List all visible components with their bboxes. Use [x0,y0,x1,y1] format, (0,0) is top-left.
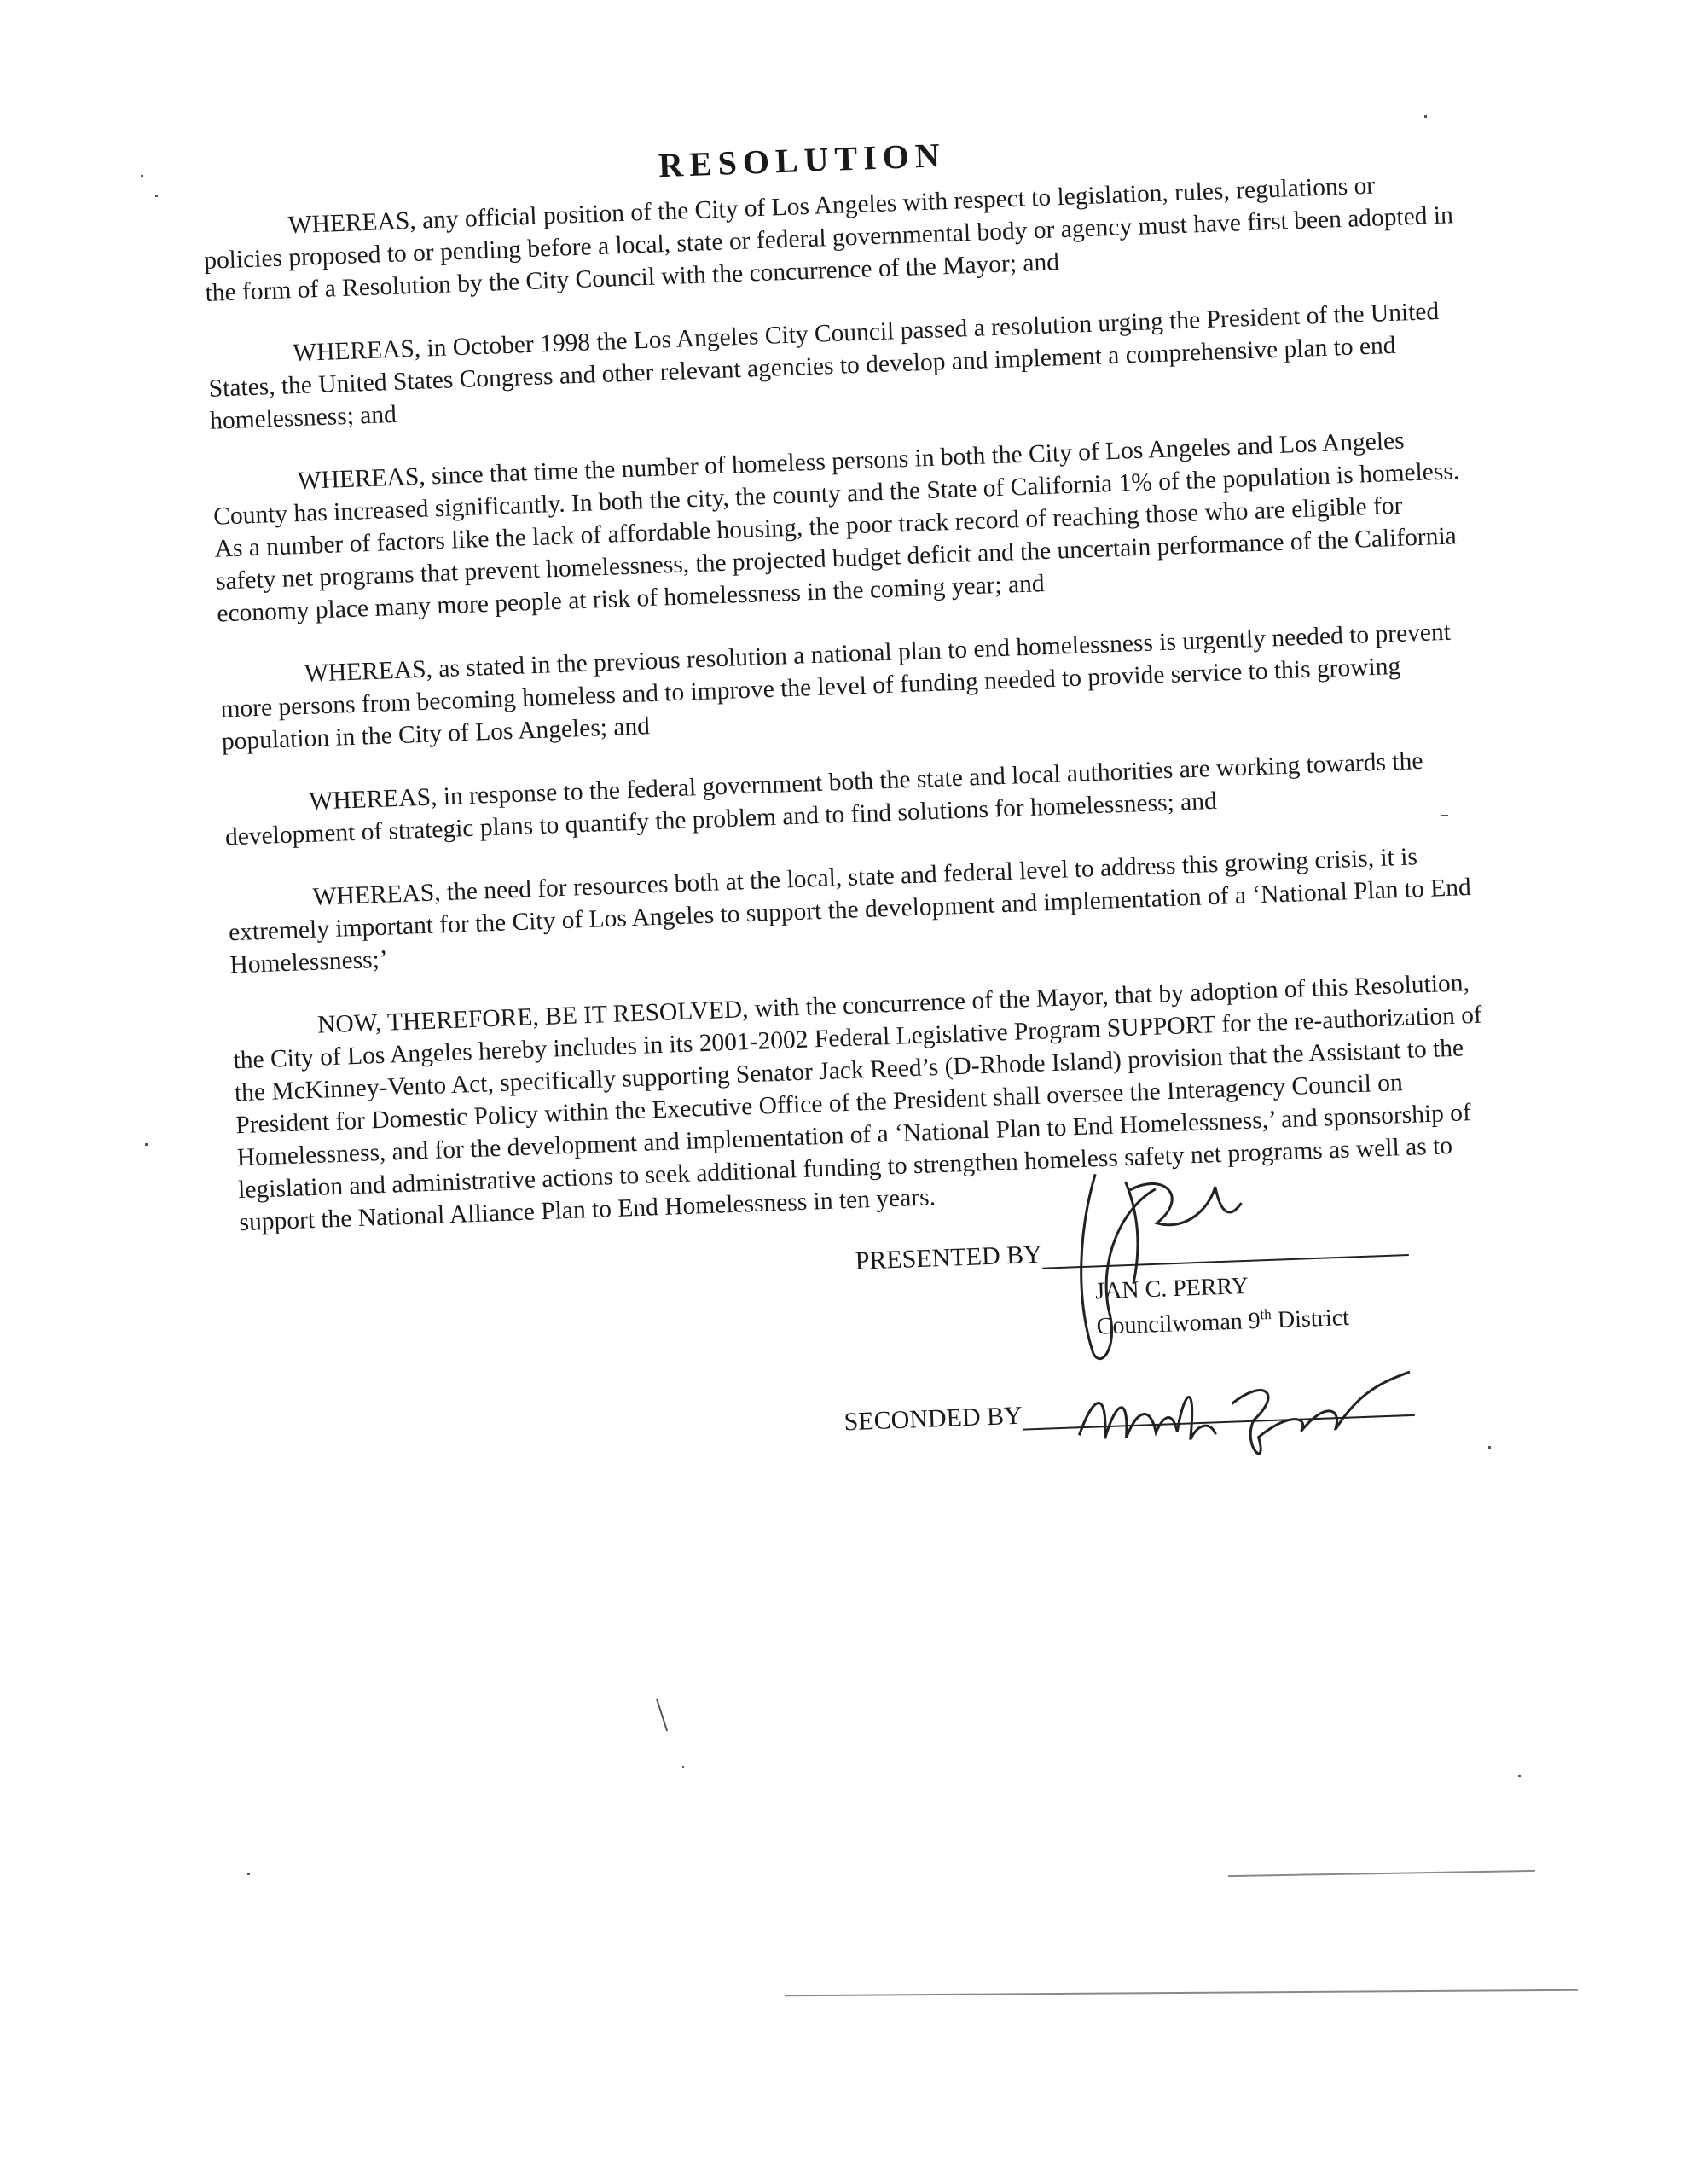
presenter-title: Councilwoman 9th District [1096,1304,1350,1340]
scan-speck [141,175,143,177]
whereas-paragraph-2: WHEREAS, in October 1998 the Los Angeles City Council passed a resolution urging the President of the United States, the United States Congress and other relevant agencies to develop and implement a comprehensive plan to end homelessness; and [208,297,1440,435]
scan-speck [155,195,158,197]
resolved-paragraph: NOW, THEREFORE, BE IT RESOLVED, with the concurrence of the Mayor, that by adoption of this Resolution, the City of Los Angeles hereby includes in its 2001-2002 Federal Legislative Program SUPPORT for the re-authorization of the McKinney-Vento Act, specifically supporting Senator Jack Reed’s (D-Rhode Island) provision that the Assistant to the President for Domestic Policy within the Executive Office of the President shall oversee the Interagency Council on Homelessness, and for the development and implementation of a ‘National Plan to End Homelessness,’ and sponsorship of legislation and administrative actions to seek additional funding to strengthen homeless safety net programs as well as to support the National Alliance Plan to End Homelessness in ten years. [233,969,1483,1237]
scan-speck [1518,1774,1521,1777]
presenter-name: JAN C. PERRY [1094,1272,1249,1305]
seconded-by-label: SECONDED BY [844,1401,1023,1437]
scan-speck [1441,815,1448,816]
whereas-paragraph-4: WHEREAS, as stated in the previous resolution a national plan to end homelessness is urgently needed to prevent more persons from becoming homeless and to improve the level of funding needed to provide service to this growing population in the City of Los Angeles; and [219,618,1452,756]
scan-speck [656,1699,668,1732]
whereas-paragraph-6: WHEREAS, the need for resources both at the local, state and federal level to address this growing crisis, it is extremely important for the City of Los Angeles to support the development and implementation of a ‘National Plan to End Homelessness;’ [228,843,1472,979]
whereas-paragraph-3: WHEREAS, since that time the number of homeless persons in both the City of Los Angeles and Los Angeles County has increased significantly. In both the city, the county and the State of California 1% of the population is homeless. As a number of factors like the lack of affordable housing, the poor track record of reaching those who are eligible for safety net programs that prevent homelessness, the projected budget deficit and the uncertain performance of the California economy place many more people at risk of homelessness in the coming year; and [212,427,1460,628]
presented-by-label: PRESENTED BY [855,1240,1043,1275]
resolution-document [200,116,1504,1551]
scan-speck [247,1873,250,1875]
scan-edge-line [785,1989,1578,1996]
scan-speck [682,1766,684,1768]
scan-speck [1488,1446,1491,1449]
whereas-paragraph-1: WHEREAS, any official position of the City of Los Angeles with respect to legislation, rules, regulations or policies proposed to or pending before a local, state or federal governmental body or agency must have first been adopted in the form of a Resolution by the City Council with the concurrence of the Mayor; and [203,171,1454,307]
presenter-info [1095,1269,1350,1342]
seconder-handwritten-signature [1068,1345,1430,1478]
presenter-handwritten-signature [1043,1151,1272,1380]
whereas-paragraph-5: WHEREAS, in response to the federal government both the state and local authorities are working towards the development of strategic plans to quantify the problem and to find solutions for homelessness; and [224,746,1423,851]
scan-speck [1424,115,1427,118]
scan-edge-line [1228,1870,1535,1877]
document-title: RESOLUTION [658,135,947,185]
scan-speck [145,1143,148,1146]
signature-block [241,1223,1504,1551]
